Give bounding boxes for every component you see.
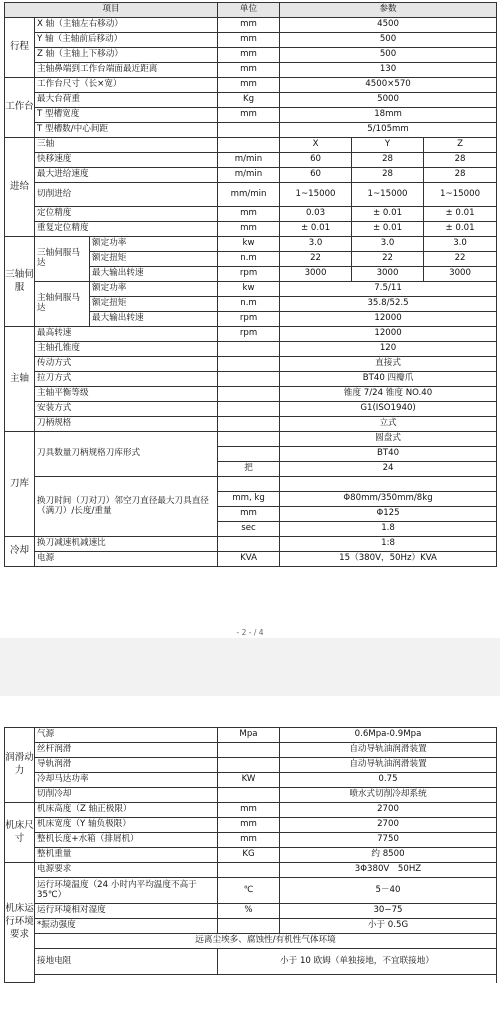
row-value: 500 xyxy=(280,33,497,48)
row-value-x: ± 0.01 xyxy=(280,222,352,237)
row-label: 切削冷却 xyxy=(35,788,218,803)
row-value: 30−75 xyxy=(280,904,497,919)
row-label: 最大输出转速 xyxy=(90,312,218,327)
row-unit xyxy=(218,743,280,758)
group-label-lube: 润滑动力 xyxy=(5,728,35,803)
row-label: 定位精度 xyxy=(35,207,218,222)
row-unit: mm xyxy=(218,833,280,848)
row-label: 主轴平衡等级 xyxy=(35,387,218,402)
axis-y-header: Y xyxy=(352,138,424,153)
row-value: 小于 10 欧姆（单独接地，不宜联接地） xyxy=(218,949,497,975)
row-value-x: 3.0 xyxy=(280,237,352,252)
row-unit xyxy=(218,432,280,447)
row-value: 直接式 xyxy=(280,357,497,372)
row-unit: m/min xyxy=(218,153,280,168)
row-value-x: 22 xyxy=(280,252,352,267)
row-value-z: 3000 xyxy=(424,267,497,282)
table-row xyxy=(5,33,497,48)
table-row xyxy=(5,282,497,297)
row-value: 自动导轨油润滑装置 xyxy=(280,758,497,773)
table-row xyxy=(5,153,497,168)
row-label: 气源 xyxy=(35,728,218,743)
table-row xyxy=(5,818,497,833)
row-unit xyxy=(218,447,280,462)
row-value-z: 28 xyxy=(424,153,497,168)
table-row xyxy=(5,803,497,818)
row-value: 15（380V，50Hz）KVA xyxy=(280,552,497,567)
row-value: 1.8 xyxy=(280,522,497,537)
row-value-z: 3.0 xyxy=(424,237,497,252)
row-label: 整机重量 xyxy=(35,848,218,863)
row-unit: mm xyxy=(218,48,280,63)
row-unit: KVA xyxy=(218,552,280,567)
table-row xyxy=(5,848,497,863)
row-unit: % xyxy=(218,904,280,919)
row-label: X 轴（主轴左右移动） xyxy=(35,18,218,33)
row-label: 额定扭矩 xyxy=(90,297,218,312)
row-unit xyxy=(218,863,280,878)
row-value: 4500×570 xyxy=(280,78,497,93)
group-label-servo: 三轴伺服 xyxy=(5,237,35,327)
row-label: 接地电阻 xyxy=(35,949,218,975)
row-value: 24 xyxy=(280,462,497,477)
row-unit xyxy=(218,387,280,402)
table-row xyxy=(5,477,497,492)
row-label: 导轨润滑 xyxy=(35,758,218,773)
row-label: 机床高度（Z 轴正极限） xyxy=(35,803,218,818)
row-value: 120 xyxy=(280,342,497,357)
row-label: 机床宽度（Y 轴负极限） xyxy=(35,818,218,833)
table-row xyxy=(5,878,497,904)
row-unit: rpm xyxy=(218,327,280,342)
table-row xyxy=(5,934,497,949)
axis-x-header: X xyxy=(280,138,352,153)
table-row xyxy=(5,552,497,567)
row-value: 自动导轨油润滑装置 xyxy=(280,743,497,758)
row-value: 7.5/11 xyxy=(280,282,497,297)
row-unit: KG xyxy=(218,848,280,863)
row-unit: mm xyxy=(218,207,280,222)
table-row xyxy=(5,975,497,983)
table-row xyxy=(5,327,497,342)
row-value-y: 3000 xyxy=(352,267,424,282)
table-row xyxy=(5,108,497,123)
row-value-x: 1~15000 xyxy=(280,183,352,207)
toolmag-change-label: 换刀时间（刀对刀）邻空刀直径最大刀具直径（满刀）/长度/重量 xyxy=(35,477,218,537)
row-value-z: 1~15000 xyxy=(424,183,497,207)
row-label: 快移速度 xyxy=(35,153,218,168)
row-label: 工作台尺寸（长×宽） xyxy=(35,78,218,93)
table-header-row xyxy=(5,3,497,18)
row-unit xyxy=(218,758,280,773)
row-label: 额定功率 xyxy=(90,237,218,252)
row-label: 最大进给速度 xyxy=(35,168,218,183)
row-unit: mm xyxy=(218,108,280,123)
row-unit: sec xyxy=(218,522,280,537)
row-value: 约 8500 xyxy=(280,848,497,863)
row-label: Z 轴（主轴上下移动） xyxy=(35,48,218,63)
row-value: 喷水式切削冷却系统 xyxy=(280,788,497,803)
axis-motor-label: 三轴伺服马达 xyxy=(35,237,90,282)
row-value-x: 60 xyxy=(280,168,352,183)
page-number: - 2 - / 4 xyxy=(236,628,264,637)
row-unit: mm xyxy=(218,33,280,48)
row-unit xyxy=(218,357,280,372)
row-label: T 型槽宽度 xyxy=(35,108,218,123)
row-unit: mm xyxy=(218,818,280,833)
row-label: Y 轴（主轴前后移动） xyxy=(35,33,218,48)
row-value: 锥度 7/24 锥度 NO.40 xyxy=(280,387,497,402)
table-row xyxy=(5,537,497,552)
axes-label: 三轴 xyxy=(35,138,218,153)
row-label: 传动方式 xyxy=(35,357,218,372)
row-value: Φ80mm/350mm/8kg xyxy=(280,492,497,507)
row-value: Φ125 xyxy=(280,507,497,522)
table-row xyxy=(5,432,497,447)
row-label: 运行环境温度（24 小时内平均温度不高于 35℃） xyxy=(35,878,218,904)
row-value-y: ± 0.01 xyxy=(352,222,424,237)
table-row xyxy=(5,222,497,237)
row-value: 35.8/52.5 xyxy=(280,297,497,312)
row-value: 5－40 xyxy=(280,878,497,904)
table-row xyxy=(5,417,497,432)
row-unit: mm xyxy=(218,18,280,33)
row-label: 换刀减速机减速比 xyxy=(35,537,218,552)
row-unit: ℃ xyxy=(218,878,280,904)
row-label: 刀柄规格 xyxy=(35,417,218,432)
row-unit: kw xyxy=(218,237,280,252)
table-row xyxy=(5,919,497,934)
header-param: 参数 xyxy=(280,3,497,18)
row-value: 小于 0.5G xyxy=(280,919,497,934)
table-row xyxy=(5,758,497,773)
table-row xyxy=(5,904,497,919)
group-label-env: 机床运行环境要求 xyxy=(5,863,35,983)
row-value: 圆盘式 xyxy=(280,432,497,447)
row-value: 130 xyxy=(280,63,497,78)
row-value: 5/105mm xyxy=(280,123,497,138)
table-row xyxy=(5,63,497,78)
header-unit: 单位 xyxy=(218,3,280,18)
row-label: *振动强度 xyxy=(35,919,218,934)
table-row xyxy=(5,48,497,63)
table-row xyxy=(5,949,497,975)
row-unit: mm, kg xyxy=(218,492,280,507)
row-value: 立式 xyxy=(280,417,497,432)
row-value: 12000 xyxy=(280,327,497,342)
row-unit xyxy=(218,417,280,432)
group-label-cooling: 冷却 xyxy=(5,537,35,567)
row-unit: Kg xyxy=(218,93,280,108)
row-value-x: 0.03 xyxy=(280,207,352,222)
toolmag-spec-label: 刀具数量刀柄规格刀库形式 xyxy=(35,432,218,477)
spec-table-page2 xyxy=(4,727,497,983)
row-label: 最大输出转速 xyxy=(90,267,218,282)
row-value: 7750 xyxy=(280,833,497,848)
row-unit: m/min xyxy=(218,168,280,183)
row-value-y: 1~15000 xyxy=(352,183,424,207)
row-unit: mm/min xyxy=(218,183,280,207)
row-unit xyxy=(218,342,280,357)
row-unit: rpm xyxy=(218,267,280,282)
row-value-z: ± 0.01 xyxy=(424,207,497,222)
row-unit: Mpa xyxy=(218,728,280,743)
header-item: 项目 xyxy=(5,3,218,18)
row-value-z: 22 xyxy=(424,252,497,267)
table-row xyxy=(5,372,497,387)
row-value-x: 3000 xyxy=(280,267,352,282)
row-unit xyxy=(218,788,280,803)
axis-z-header: Z xyxy=(424,138,497,153)
row-unit xyxy=(218,372,280,387)
row-unit: KW xyxy=(218,773,280,788)
table-row xyxy=(5,728,497,743)
spec-table-page1 xyxy=(4,2,497,567)
group-label-feed: 进给 xyxy=(5,138,35,237)
table-row xyxy=(5,788,497,803)
row-label: 冷却马达功率 xyxy=(35,773,218,788)
table-row xyxy=(5,93,497,108)
row-value: 500 xyxy=(280,48,497,63)
row-unit xyxy=(218,537,280,552)
row-value: 0.6Mpa-0.9Mpa xyxy=(280,728,497,743)
row-value: BT40 xyxy=(280,447,497,462)
row-unit: mm xyxy=(218,63,280,78)
row-label: 主轴孔锥度 xyxy=(35,342,218,357)
table-row xyxy=(5,402,497,417)
row-unit: n.m xyxy=(218,297,280,312)
row-value: 5000 xyxy=(280,93,497,108)
row-value: 0.75 xyxy=(280,773,497,788)
group-label-travel: 行程 xyxy=(5,18,35,78)
row-value: G1(ISO1940) xyxy=(280,402,497,417)
table-row xyxy=(5,833,497,848)
row-label: 电源要求 xyxy=(35,863,218,878)
table-row xyxy=(5,207,497,222)
row-value: BT40 四瓣爪 xyxy=(280,372,497,387)
row-label: 最大台荷重 xyxy=(35,93,218,108)
row-unit xyxy=(218,477,280,492)
row-label: 重复定位精度 xyxy=(35,222,218,237)
row-unit xyxy=(218,138,280,153)
empty-cell xyxy=(35,975,497,983)
row-value-y: 22 xyxy=(352,252,424,267)
table-row xyxy=(5,237,497,252)
row-label: 额定功率 xyxy=(90,282,218,297)
row-value xyxy=(280,477,497,492)
row-label: 主轴鼻端到工作台端面最近距离 xyxy=(35,63,218,78)
row-label: 整机长度+水箱（排屑机） xyxy=(35,833,218,848)
row-unit: 把 xyxy=(218,462,280,477)
row-label: 切削进给 xyxy=(35,183,218,207)
table-row xyxy=(5,387,497,402)
row-label: 最高转速 xyxy=(35,327,218,342)
row-unit: mm xyxy=(218,222,280,237)
row-value-x: 60 xyxy=(280,153,352,168)
table-row xyxy=(5,18,497,33)
row-unit: mm xyxy=(218,78,280,93)
table-row xyxy=(5,863,497,878)
row-label: 拉刀方式 xyxy=(35,372,218,387)
row-label: 安装方式 xyxy=(35,402,218,417)
group-label-size: 机床尺寸 xyxy=(5,803,35,863)
table-row xyxy=(5,138,497,153)
env-note: 远离尘埃多、腐蚀性/有机性气体环境 xyxy=(35,934,497,949)
row-unit: kw xyxy=(218,282,280,297)
group-label-toolmag: 刀库 xyxy=(5,432,35,537)
row-label: 丝杆润滑 xyxy=(35,743,218,758)
row-value-y: 28 xyxy=(352,153,424,168)
row-unit xyxy=(218,919,280,934)
table-row xyxy=(5,743,497,758)
row-value: 2700 xyxy=(280,803,497,818)
spindle-motor-label: 主轴伺服马达 xyxy=(35,282,90,327)
row-unit xyxy=(218,123,280,138)
row-value: 1:8 xyxy=(280,537,497,552)
row-value: 2700 xyxy=(280,818,497,833)
row-value-y: ± 0.01 xyxy=(352,207,424,222)
row-label: 电源 xyxy=(35,552,218,567)
table-row xyxy=(5,773,497,788)
table-row xyxy=(5,123,497,138)
row-unit: mm xyxy=(218,507,280,522)
row-value-z: ± 0.01 xyxy=(424,222,497,237)
row-value: 3Φ380V 50HZ xyxy=(280,863,497,878)
row-label: 运行环境相对湿度 xyxy=(35,904,218,919)
group-label-worktable: 工作台 xyxy=(5,78,35,138)
table-row xyxy=(5,342,497,357)
table-row xyxy=(5,78,497,93)
row-label: 额定扭矩 xyxy=(90,252,218,267)
table-row xyxy=(5,357,497,372)
row-label: T 型槽数/中心间距 xyxy=(35,123,218,138)
row-value-y: 3.0 xyxy=(352,237,424,252)
row-unit: rpm xyxy=(218,312,280,327)
table-row xyxy=(5,183,497,207)
row-unit: mm xyxy=(218,803,280,818)
row-value: 18mm xyxy=(280,108,497,123)
row-value: 12000 xyxy=(280,312,497,327)
row-unit xyxy=(218,402,280,417)
row-unit: n.m xyxy=(218,252,280,267)
row-value-y: 28 xyxy=(352,168,424,183)
row-value-z: 28 xyxy=(424,168,497,183)
table-row xyxy=(5,168,497,183)
group-label-spindle: 主轴 xyxy=(5,327,35,432)
row-value: 4500 xyxy=(280,18,497,33)
